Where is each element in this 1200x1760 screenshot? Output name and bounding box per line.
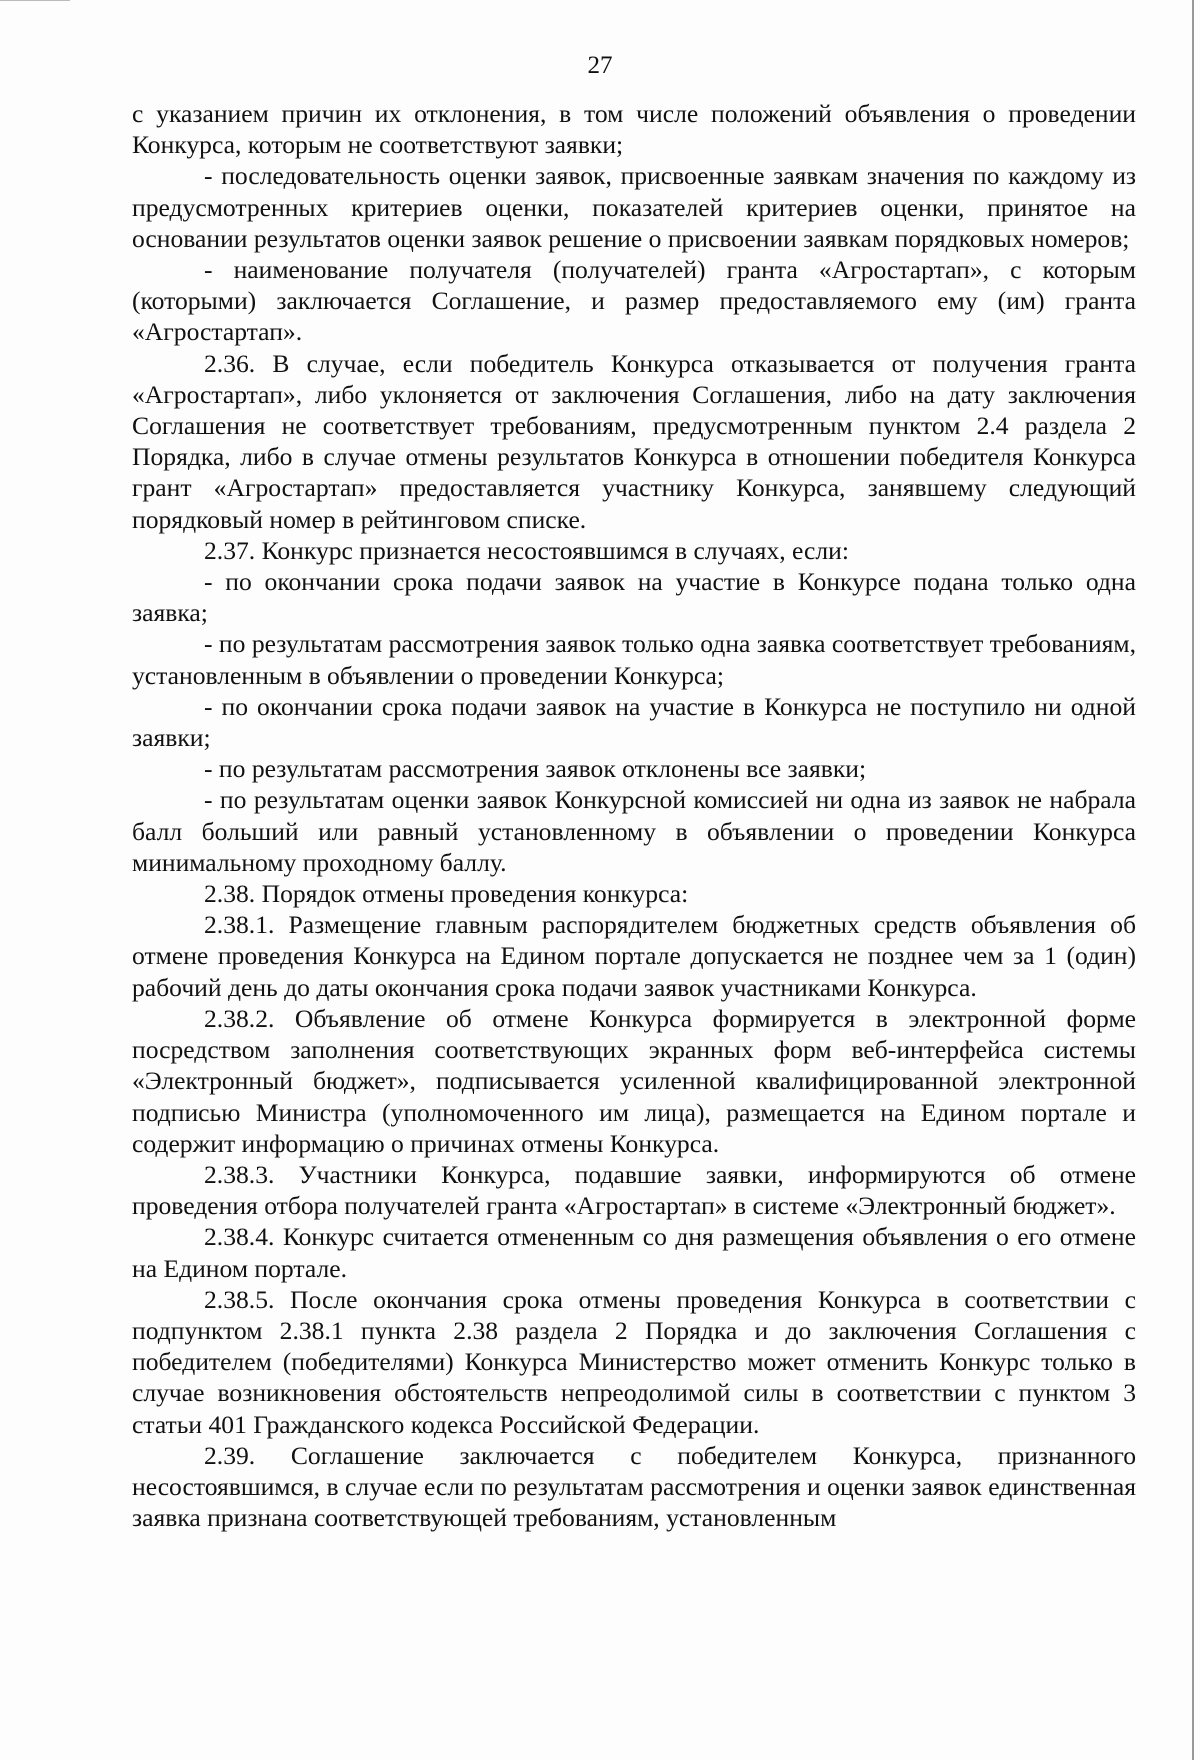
paragraph: - последовательность оценки заявок, присвоенные заявкам значения по каждому из предусмотренных критериев оценки, показателей критериев оценки, принятое на основании результатов оценки заявок решение о присвоении заявкам порядковых номеров; <box>132 161 1136 253</box>
paragraph: 2.37. Конкурс признается несостоявшимся в случаях, если: <box>204 535 849 565</box>
paragraph: 2.38.1. Размещение главным распорядителем бюджетных средств объявления об отмене проведения Конкурса на Едином портале допускается не позднее чем за 1 (один) рабочий день до даты окончания срока подачи заявок участниками Конкурса. <box>132 910 1136 1002</box>
page-number: 27 <box>587 52 613 79</box>
paragraph: 2.36. В случае, если победитель Конкурса отказывается от получения гранта «Агростартап», либо уклоняется от заключения Соглашения, либо на дату заключения Соглашения не соответствует требованиям, предусмотренным пунктом 2.4 раздела 2 Порядка, либо в случае отмены результатов Конкурса в отношении победителя Конкурса грант «Агростартап» предоставляется участнику Конкурса, занявшему следующий порядковый номер в рейтинговом списке. <box>132 348 1136 534</box>
paragraph: - по окончании срока подачи заявок на участие в Конкурсе подана только одна заявка; <box>132 567 1136 628</box>
paragraph: - по окончании срока подачи заявок на участие в Конкурса не поступило ни одной заявки; <box>132 691 1136 753</box>
paragraph: - наименование получателя (получателей) гранта «Агростартап», с которым (которыми) заключается Соглашение, и размер предоставляемого ему (им) гранта «Агростартап». <box>132 255 1136 347</box>
document-body <box>132 98 1136 1533</box>
paragraph: - по результатам рассмотрения заявок отклонены все заявки; <box>204 754 867 784</box>
scan-edge-top <box>0 0 70 1</box>
paragraph: - по результатам оценки заявок Конкурсной комиссией ни одна из заявок не набрала балл больший или равный установленному в объявлении о проведении Конкурса минимальному проходному баллу. <box>132 785 1136 877</box>
paragraph: 2.38.4. Конкурс считается отмененным со дня размещения объявления о его отмене на Едином портале. <box>132 1222 1136 1283</box>
scan-edge-right <box>1192 0 1194 1760</box>
paragraph: 2.38. Порядок отмены проведения конкурса: <box>204 879 689 909</box>
paragraph: с указанием причин их отклонения, в том числе положений объявления о проведении Конкурса, которым не соответствуют заявки; <box>132 99 1136 160</box>
paragraph: 2.38.2. Объявление об отмене Конкурса формируется в электронной форме посредством заполнения соответствующих экранных форм веб-интерфейса системы «Электронный бюджет», подписывается усиленной квалифицированной электронной подписью Министра (уполномоченного им лица), размещается на Едином портале и содержит информацию о причинах отмены Конкурса. <box>132 1003 1136 1158</box>
paragraph: 2.38.5. После окончания срока отмены проведения Конкурса в соответствии с подпунктом 2.38.1 пункта 2.38 раздела 2 Порядка и до заключения Соглашения с победителем (победителями) Конкурса Министерство может отменить Конкурс только в случае возникновения обстоятельств непреодолимой силы в соответствии с пунктом 3 статьи 401 Гражданского кодекса Российской Федерации. <box>132 1284 1136 1439</box>
paragraph: 2.39. Соглашение заключается с победителем Конкурса, признанного несостоявшимся, в случае если по результатам рассмотрения и оценки заявок единственная заявка признана соответствующей требованиям, установленным <box>132 1440 1136 1533</box>
paragraph: 2.38.3. Участники Конкурса, подавшие заявки, информируются об отмене проведения отбора получателей гранта «Агростартап» в системе «Электронный бюджет». <box>132 1159 1136 1221</box>
paragraph: - по результатам рассмотрения заявок только одна заявка соответствует требованиям, установленным в объявлении о проведении Конкурса; <box>132 629 1137 690</box>
